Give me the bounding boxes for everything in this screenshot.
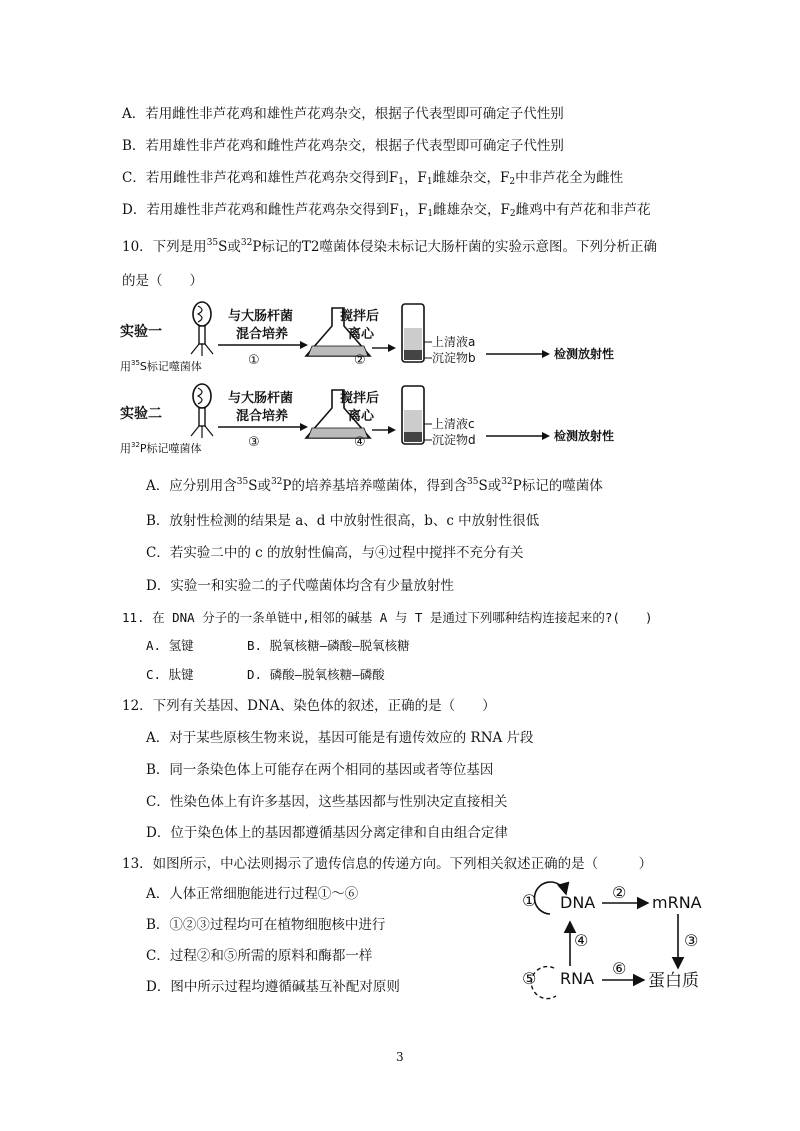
mix-label-2a: 与大肠杆菌 (228, 391, 294, 406)
q11-option-d: D. 磷酸—脱氧核糖—磷酸 (247, 667, 385, 682)
mix-label-1b: 混合培养 (236, 327, 289, 342)
q9-option-a: A．若用雌性非芦花鸡和雄性芦花鸡杂交，根据子代表型即可确定子代性别 (122, 106, 564, 122)
stir-label-1b: 离心 (348, 327, 375, 342)
phage-label-32p: 用$^{32}$P标记噬菌体 (120, 441, 202, 455)
tube-icon (402, 304, 424, 362)
detect-radioactivity-1: 检测放射性 (554, 347, 615, 361)
phage-experiment-figure (110, 298, 630, 458)
exp2-label: 实验二 (120, 406, 162, 422)
detect-radioactivity-2: 检测放射性 (554, 429, 615, 443)
q12-option-d: D．位于染色体上的基因都遵循基因分离定律和自由组合定律 (146, 825, 508, 841)
supernatant-c: 上清液c (432, 417, 475, 431)
step-4: ④ (354, 435, 366, 450)
dna-node: DNA (560, 893, 596, 912)
q10-option-c: C．若实验二中的 c 的放射性偏高，与④过程中搅拌不充分有关 (146, 545, 524, 561)
process-5-label: ⑤ (522, 969, 537, 988)
q12-option-a: A．对于某些原核生物来说，基因可能是有遗传效应的 RNA 片段 (146, 730, 534, 746)
q10-option-d: D．实验一和实验二的子代噬菌体均含有少量放射性 (146, 578, 454, 594)
q12-option-b: B．同一条染色体上可能存在两个相同的基因或者等位基因 (146, 762, 494, 778)
q10-option-a: A．应分别用含$^{35}$S或$^{32}$P的培养基培养噬菌体，得到含$^{35}$S或$^{32}$P标记的噬菌体 (146, 477, 603, 494)
q12-stem: 12．下列有关基因、DNA、染色体的叙述，正确的是（ ） (122, 698, 496, 714)
q13-option-a: A．人体正常细胞能进行过程①～⑥ (146, 886, 359, 902)
q9-option-d: D．若用雄性非芦花鸡和雌性芦花鸡杂交得到$F_1$，$F_1$雌雄杂交，$F_2$雌鸡中有芦花和非芦花 (122, 202, 651, 219)
sediment-b: 沉淀物b (432, 351, 476, 365)
q13-option-c: C．过程②和⑤所需的原料和酶都一样 (146, 948, 373, 964)
mrna-node: mRNA (652, 893, 702, 912)
stir-label-1a: 搅拌后 (340, 309, 380, 324)
phage-icon (191, 302, 213, 356)
sediment-d: 沉淀物d (432, 433, 476, 447)
phage-icon (191, 384, 213, 438)
q11-option-c: C. 肽键 (146, 667, 194, 682)
q12-option-c: C．性染色体上有许多基因，这些基因都与性别决定直接相关 (146, 794, 508, 810)
q10-stem: 10．下列是用$^{35}$S或$^{32}$P标记的T2噬菌体侵染未标记大肠杆菌的实验示意图。下列分析正确 (122, 238, 658, 255)
q13-stem: 13．如图所示，中心法则揭示了遗传信息的传递方向。下列相关叙述正确的是（ ） (122, 856, 653, 872)
stir-label-2a: 搅拌后 (340, 391, 380, 406)
q10-option-b: B．放射性检测的结果是 a、d 中放射性很高，b、c 中放射性很低 (146, 513, 540, 529)
q9-option-b: B．若用雄性非芦花鸡和雌性芦花鸡杂交，根据子代表型即可确定子代性别 (122, 138, 564, 154)
phage-label-35s: 用$^{35}$S标记噬菌体 (120, 359, 202, 373)
q11-option-b: B. 脱氧核糖—磷酸—脱氧核糖 (247, 638, 410, 653)
central-dogma-diagram (520, 876, 720, 1008)
q13-option-d: D．图中所示过程均遵循碱基互补配对原则 (146, 979, 400, 995)
protein-node: 蛋白质 (648, 971, 699, 991)
mix-label-1a: 与大肠杆菌 (228, 309, 294, 324)
process-6-label: ⑥ (612, 959, 627, 978)
exp1-label: 实验一 (120, 324, 162, 340)
q10-stem-cont: 的是（ ） (122, 273, 203, 289)
page-number: 3 (396, 1050, 404, 1064)
supernatant-a: 上清液a (432, 335, 476, 349)
q11-stem: 11. 在 DNA 分子的一条单链中,相邻的碱基 A 与 T 是通过下列哪种结构连接起来的?( ) (122, 610, 653, 625)
process-2-label: ② (612, 883, 627, 902)
rna-node: RNA (560, 969, 595, 988)
q11-option-a: A. 氢键 (146, 638, 194, 653)
process-1-label: ① (522, 891, 537, 910)
mix-label-2b: 混合培养 (236, 409, 289, 424)
step-1: ① (248, 353, 260, 368)
process-3-label: ③ (684, 931, 699, 950)
step-2: ② (354, 353, 366, 368)
stir-label-2b: 离心 (348, 409, 375, 424)
q13-option-b: B．①②③过程均可在植物细胞核中进行 (146, 917, 386, 933)
process-4-label: ④ (574, 931, 589, 950)
tube-icon (402, 386, 424, 444)
q9-option-c: C．若用雌性非芦花鸡和雄性芦花鸡杂交得到$F_1$，$F_1$雌雄杂交，$F_2$中非芦花全为雌性 (122, 170, 624, 187)
step-3: ③ (248, 435, 260, 450)
